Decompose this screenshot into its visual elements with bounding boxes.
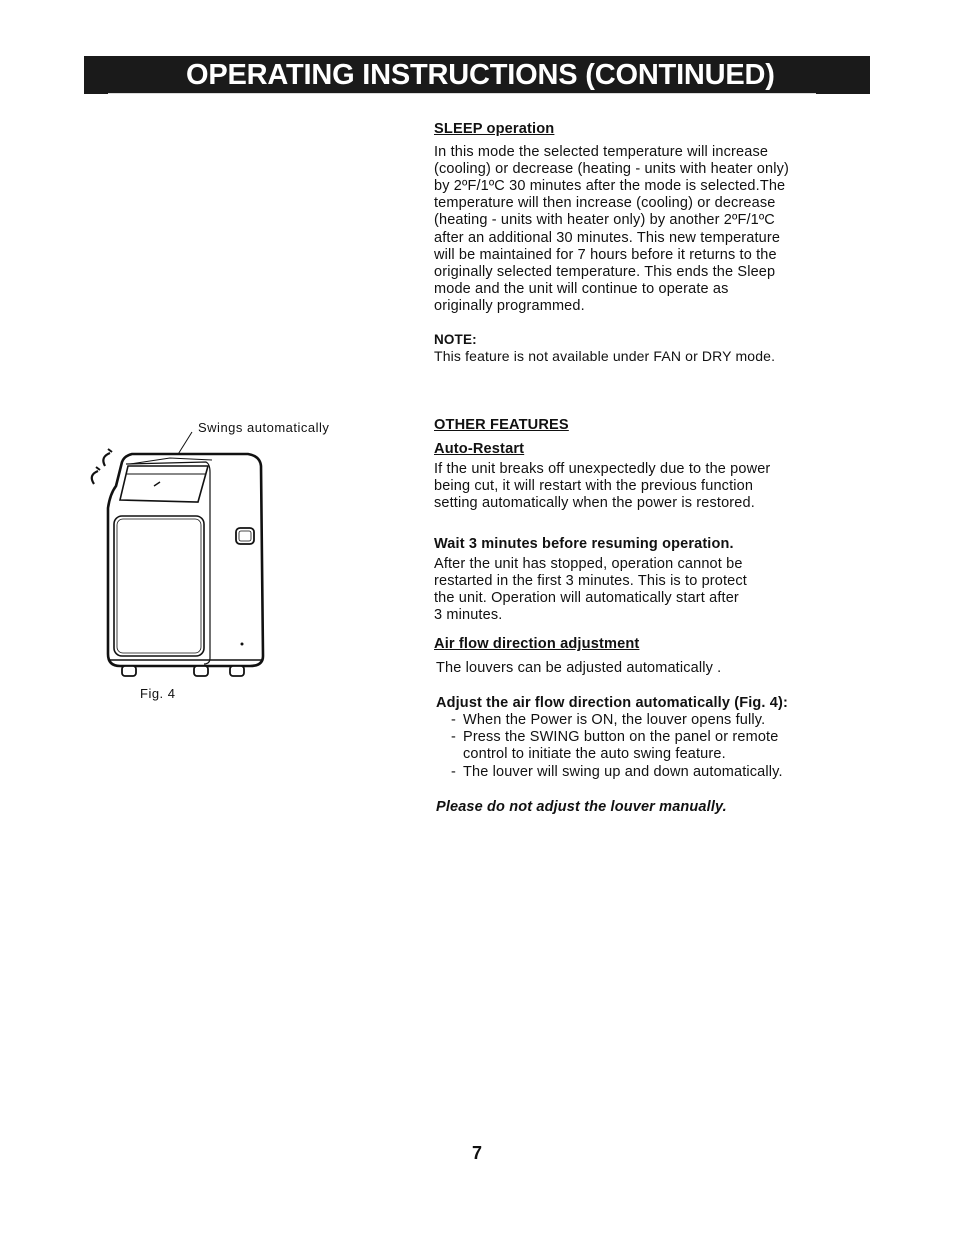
note-label: NOTE:: [434, 332, 477, 348]
list-item-text: control to initiate the auto swing feature.: [463, 746, 726, 763]
sleep-line: In this mode the selected temperature will increase: [434, 144, 769, 161]
other-features-heading: OTHER FEATURES: [434, 417, 569, 433]
airflow-heading: Air flow direction adjustment: [434, 635, 640, 652]
wait-line: restarted in the first 3 minutes. This is to protect: [434, 572, 747, 589]
warning-text: Please do not adjust the louver manually.: [436, 798, 727, 815]
sleep-line: originally selected temperature. This ends the Sleep: [434, 263, 776, 280]
auto-restart-heading: Auto-Restart: [434, 441, 525, 458]
sleep-line: mode and the unit will continue to operate as: [434, 280, 729, 297]
figure-caption: Fig. 4: [140, 686, 176, 701]
list-item: - The louver will swing up and down automatically.: [451, 763, 783, 780]
airflow-text: The louvers can be adjusted automatically .: [436, 660, 722, 677]
sleep-heading: SLEEP operation: [434, 121, 555, 137]
list-item-text: When the Power is ON, the louver opens fully.: [463, 712, 766, 729]
wait-line: After the unit has stopped, operation cannot be: [434, 555, 743, 572]
other-features-section: [434, 417, 854, 816]
header-banner: [84, 56, 870, 94]
list-item: - When the Power is ON, the louver opens fully.: [451, 712, 766, 729]
sleep-line: temperature will then increase (cooling) or decrease: [434, 195, 776, 212]
auto-restart-line: setting automatically when the power is restored.: [434, 495, 755, 512]
sleep-line: will be maintained for 7 hours before it returns to the: [434, 246, 777, 263]
note-text: This feature is not available under FAN or DRY mode.: [434, 348, 776, 365]
sleep-line: after an additional 30 minutes. This new temperature: [434, 229, 781, 246]
sleep-section: [434, 121, 854, 365]
page-title: OPERATING INSTRUCTIONS (CONTINUED): [186, 59, 775, 91]
page-number: 7: [472, 1143, 483, 1163]
list-item: - Press the SWING button on the panel or remote control to initiate the auto swing feature.: [451, 729, 779, 763]
adjust-list: [434, 712, 854, 780]
sleep-line: by 2ºF/1ºC 30 minutes after the mode is selected.The: [434, 178, 786, 195]
figure-air-conditioner: [80, 416, 360, 716]
sleep-line: originally programmed.: [434, 297, 585, 314]
portable-ac-illustration: [80, 416, 360, 716]
wait-heading: Wait 3 minutes before resuming operation.: [434, 536, 734, 553]
swing-callout: Swings automatically: [198, 420, 330, 435]
list-item-text: The louver will swing up and down automatically.: [463, 763, 783, 780]
wait-line: 3 minutes.: [434, 606, 503, 623]
adjust-heading: Adjust the air flow direction automatically (Fig. 4):: [436, 695, 788, 712]
auto-restart-line: being cut, it will restart with the previous function: [434, 478, 754, 495]
list-item-text: Press the SWING button on the panel or remote: [463, 729, 779, 746]
sleep-line: (cooling) or decrease (heating - units with heater only): [434, 161, 789, 178]
wait-line: the unit. Operation will automatically start after: [434, 589, 739, 606]
sleep-line: (heating - units with heater only) by another 2ºF/1ºC: [434, 212, 775, 229]
header-rule: [108, 93, 816, 94]
auto-restart-line: If the unit breaks off unexpectedly due to the power: [434, 461, 771, 478]
